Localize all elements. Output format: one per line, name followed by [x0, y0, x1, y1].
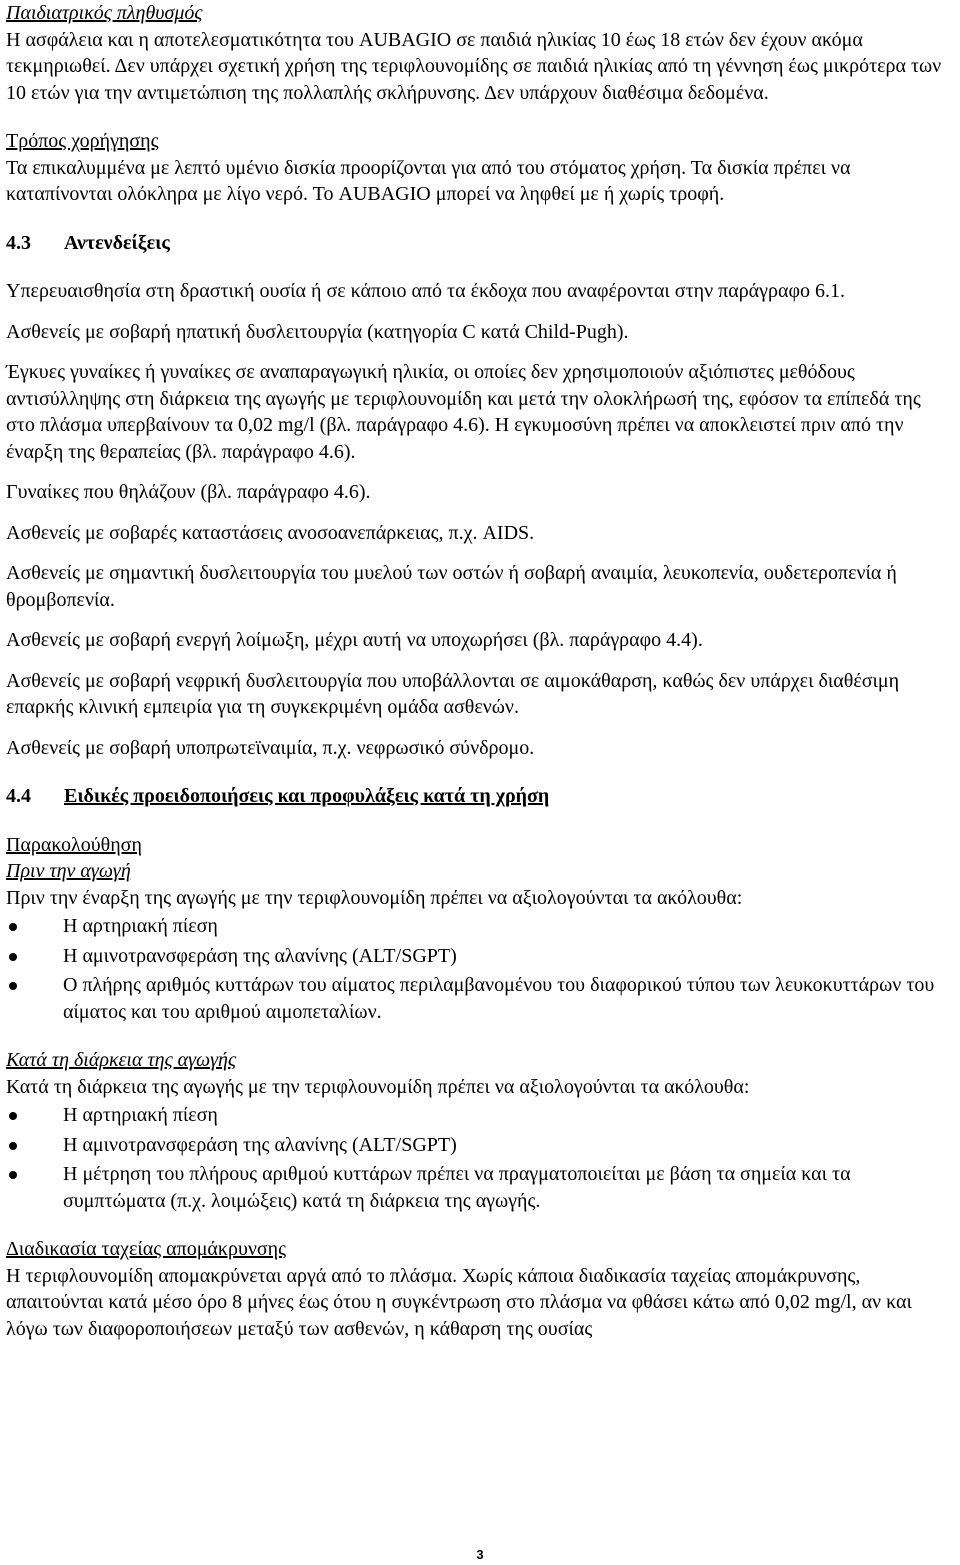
list-item: Η αρτηριακή πίεση: [6, 1102, 952, 1129]
during-treatment-list: [6, 1102, 952, 1214]
before-treatment-heading: Πριν την αγωγή: [6, 860, 131, 882]
monitoring-heading: Παρακολούθηση: [6, 833, 142, 856]
contraindication-paragraph: Ασθενείς με σοβαρή ενεργή λοίμωξη, μέχρι αυτή να υποχωρήσει (βλ. παράγραφο 4.4).: [6, 629, 703, 651]
bullet-icon: [9, 1112, 17, 1120]
section-4-3-number: 4.3: [6, 231, 31, 254]
section-4-4-heading: [6, 783, 952, 810]
bullet-icon: [9, 1142, 17, 1150]
contraindication-paragraph: Ασθενείς με σοβαρή ηπατική δυσλειτουργία (κατηγορία C κατά Child-Pugh).: [6, 320, 629, 343]
elimination-text: Η τεριφλουνομίδη απομακρύνεται αργά από το πλάσμα. Χωρίς κάποια διαδικασία ταχείας απομάκρυνσης, απαιτούνται κατά μέσο όρο 8 μήνες έως ότου η συγκέντρωση στο πλάσμα να φθάσει κάτω από 0,02 mg/l, αν και λόγω των διαφοροποιήσεων μεταξύ των ασθενών, η κάθαρση της ουσίας: [6, 1264, 912, 1340]
bullet-icon: [9, 1171, 17, 1179]
contraindication-paragraph: Ασθενείς με σοβαρή νεφρική δυσλειτουργία που υποβάλλονται σε αιμοκάθαρση, καθώς δεν υπάρχει διαθέσιμη επαρκής κλινική εμπειρία για τη συγκεκριμένη ομάδα ασθενών.: [6, 669, 900, 718]
administration-text: Τα επικαλυμμένα με λεπτό υμένιο δισκία προορίζονται για από του στόματος χρήση. Τα δισκία πρέπει να καταπίνονται ολόκληρα με λίγο νερό. Το AUBAGIO μπορεί να ληφθεί με ή χωρίς τροφή.: [6, 156, 851, 205]
bullet-icon: [9, 923, 17, 931]
list-item: Η μέτρηση του πλήρους αριθμού κυττάρων πρέπει να πραγματοποιείται με βάση τα σημεία και τα συμπτώματα (π.χ. λοιμώξεις) κατά τη διάρκεια της αγωγής.: [6, 1161, 952, 1214]
before-treatment-list: [6, 913, 952, 1025]
pediatric-heading: Παιδιατρικός πληθυσμός: [6, 2, 203, 24]
contraindication-paragraph: Ασθενείς με σοβαρή υποπρωτεϊναιμία, π.χ. νεφρωσικό σύνδρομο.: [6, 736, 535, 759]
during-treatment-heading: Κατά τη διάρκεια της αγωγής: [6, 1049, 237, 1071]
contraindication-paragraph: Έγκυες γυναίκες ή γυναίκες σε αναπαραγωγική ηλικία, οι οποίες δεν χρησιμοποιούν αξιόπιστες μεθόδους αντισύλληψης στη διάρκεια της αγωγής με τεριφλουνομίδη και μετά την ολοκλήρωσή της, εφόσον τα επίπεδά της στο πλάσμα υπερβαίνουν τα 0,02 mg/l (βλ. παράγραφο 4.6). Η εγκυμοσύνη πρέπει να αποκλειστεί πριν από την έναρξη της θεραπείας (βλ. παράγραφο 4.6).: [6, 361, 921, 463]
page-number: 3: [476, 1547, 484, 1562]
contraindication-paragraph: Υπερευαισθησία στη δραστική ουσία ή σε κάποιο από τα έκδοχα που αναφέρονται στην παράγραφο 6.1.: [6, 280, 846, 302]
list-item: Η αμινοτρανσφεράση της αλανίνης (ALT/SGPT): [6, 943, 952, 970]
section-4-4-number: 4.4: [6, 785, 31, 807]
elimination-heading: Διαδικασία ταχείας απομάκρυνσης: [6, 1238, 287, 1260]
before-treatment-intro: Πριν την έναρξη της αγωγής με την τεριφλουνομίδη πρέπει να αξιολογούνται τα ακόλουθα:: [6, 886, 743, 909]
list-item: Ο πλήρης αριθμός κυττάρων του αίματος περιλαμβανομένου του διαφορικού τύπου των λευκοκυττάρων του αίματος και του αριθμού αιμοπεταλίων.: [6, 972, 952, 1025]
section-4-3-heading: [6, 230, 952, 257]
section-4-3-title: Αντενδείξεις: [64, 231, 170, 254]
bullet-icon: [9, 953, 17, 961]
administration-heading: Τρόπος χορήγησης: [6, 130, 159, 152]
list-item: Η αρτηριακή πίεση: [6, 913, 952, 940]
bullet-icon: [9, 982, 17, 990]
contraindication-paragraph: Ασθενείς με σημαντική δυσλειτουργία του μυελού των οστών ή σοβαρή αναιμία, λευκοπενία, ουδετεροπενία ή θρομβοπενία.: [6, 562, 897, 611]
during-treatment-intro: Κατά τη διάρκεια της αγωγής με την τεριφλουνομίδη πρέπει να αξιολογούνται τα ακόλουθα:: [6, 1075, 750, 1098]
contraindication-paragraph: Ασθενείς με σοβαρές καταστάσεις ανοσοανεπάρκειας, π.χ. AIDS.: [6, 521, 535, 544]
contraindication-paragraph: Γυναίκες που θηλάζουν (βλ. παράγραφο 4.6).: [6, 481, 371, 503]
document-page: [6, 0, 952, 1342]
section-4-4-title: Ειδικές προειδοποιήσεις και προφυλάξεις κατά τη χρήση: [64, 785, 550, 807]
list-item: Η αμινοτρανσφεράση της αλανίνης (ALT/SGPT): [6, 1132, 952, 1159]
pediatric-text: Η ασφάλεια και η αποτελεσματικότητα του AUBAGIO σε παιδιά ηλικίας 10 έως 18 ετών δεν έχουν ακόμα τεκμηριωθεί. Δεν υπάρχει σχετική χρήση της τεριφλουνομίδης σε παιδιά ηλικίας από τη γέννηση έως μικρότερα των 10 ετών για την αντιμετώπιση της πολλαπλής σκλήρυνσης. Δεν υπάρχουν διαθέσιμα δεδομένα.: [6, 28, 942, 104]
